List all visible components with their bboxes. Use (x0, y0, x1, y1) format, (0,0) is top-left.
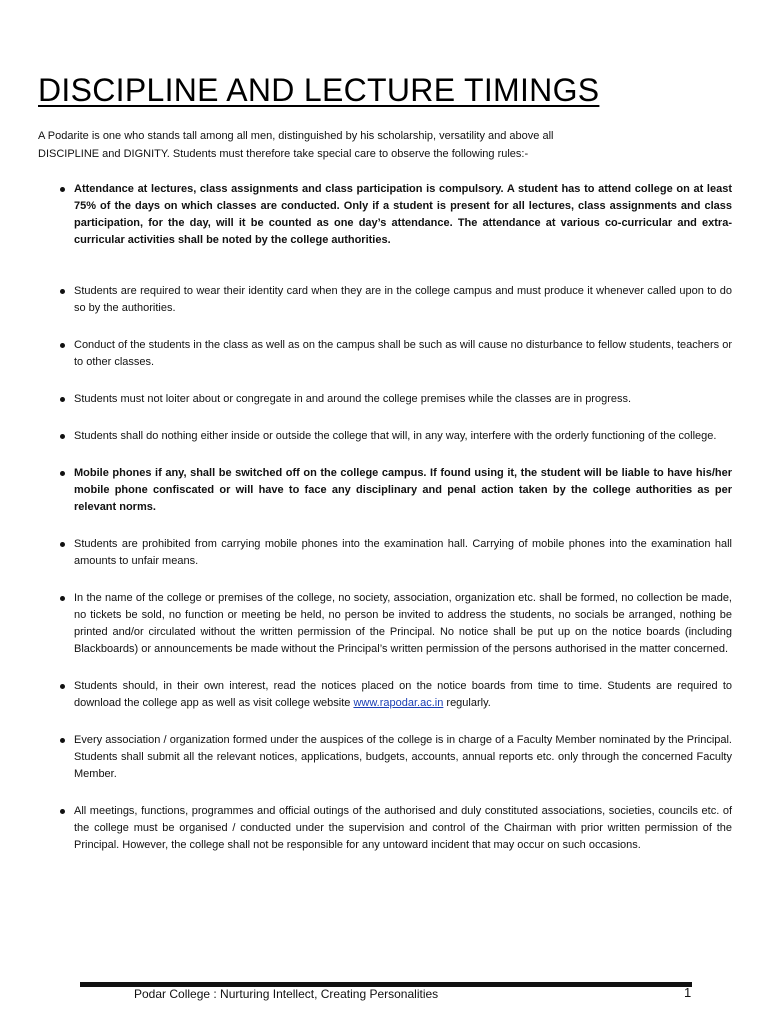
bullet-icon (60, 434, 65, 439)
intro-line: A Podarite is one who stands tall among all men, distinguished by his scholarship, versatility and above all (38, 130, 554, 142)
bullet-icon (60, 471, 65, 476)
rule-associations (38, 732, 732, 783)
rule-text: regularly. (443, 697, 491, 709)
rule-notices (38, 678, 732, 712)
bullet-icon (60, 809, 65, 814)
bullet-icon (60, 596, 65, 601)
bullet-icon (60, 397, 65, 402)
bullet-icon (60, 738, 65, 743)
rule-text: Students are prohibited from carrying mobile phones into the examination hall. Carrying of mobile phones into the examination hall amounts to unfair means. (74, 538, 732, 567)
bullet-icon (60, 343, 65, 348)
rules-list (38, 181, 732, 854)
rule-orderly-functioning (38, 428, 732, 445)
rule-text: Students should, in their own interest, read the notices placed on the notice boards from time to time. Students are required to download the college app as well as visit college website (74, 680, 732, 709)
rule-loitering (38, 391, 732, 408)
page-number: 1 (684, 985, 692, 1000)
bullet-icon (60, 187, 65, 192)
bullet-icon (60, 289, 65, 294)
intro-line: DISCIPLINE and DIGNITY. Students must therefore take special care to observe the following rules:- (38, 148, 529, 160)
rule-permissions (38, 590, 732, 658)
rule-text: In the name of the college or premises of the college, no society, association, organization etc. shall be formed, no collection be made, no tickets be sold, no function or meeting be held, no person be invited to address the students, no socials be arranged, nothing be printed and/or circulated without the written permission of the Principal. No notice shall be put up on the notice boards (including Blackboards) or announcements be made without the Principal’s written permission of the persons authorised in the matter concerned. (74, 592, 732, 655)
rule-text: Every association / organization formed under the auspices of the college is in charge of a Faculty Member nominated by the Principal. Students shall submit all the relevant notices, applications, budgets, accounts, annual reports etc. only through the concerned Faculty Member. (74, 734, 732, 780)
rule-text: Mobile phones if any, shall be switched off on the college campus. If found using it, the student will be liable to have his/her mobile phone confiscated or will have to face any disciplinary and penal action taken by the college authorities as per relevant norms. (74, 467, 732, 513)
rule-meetings (38, 803, 732, 854)
rule-text: Students must not loiter about or congregate in and around the college premises while the classes are in progress. (74, 393, 632, 405)
rule-mobile-phones (38, 465, 732, 516)
rule-text: Conduct of the students in the class as well as on the campus shall be such as will cause no disturbance to fellow students, teachers or to other classes. (74, 339, 732, 368)
intro-paragraph (38, 127, 638, 163)
footer-text: Podar College : Nurturing Intellect, Creating Personalities (134, 987, 439, 1001)
rule-text: Students shall do nothing either inside or outside the college that will, in any way, interfere with the orderly functioning of the college. (74, 430, 717, 442)
rule-examination-hall (38, 536, 732, 570)
rule-text: Attendance at lectures, class assignments and class participation is compulsory. A student has to attend college on at least 75% of the days on which classes are conducted. Only if a student is present for all lectures, class assignments and class participation, for the day, will it be counted as one day’s attendance. The attendance at various co-curricular and extra-curricular activities shall be noted by the college authorities. (74, 183, 732, 246)
bullet-icon (60, 684, 65, 689)
bullet-icon (60, 542, 65, 547)
rule-conduct (38, 337, 732, 371)
rule-identity-card (38, 283, 732, 317)
rule-text: Students are required to wear their identity card when they are in the college campus and must produce it whenever called upon to do so by the authorities. (74, 285, 732, 314)
page-title: DISCIPLINE AND LECTURE TIMINGS (38, 72, 600, 108)
rule-attendance (38, 181, 732, 249)
college-website-link[interactable]: www.rapodar.ac.in (353, 697, 444, 709)
rule-text: All meetings, functions, programmes and official outings of the authorised and duly constituted associations, societies, councils etc. of the college must be organised / conducted under the supervision and control of the Chairman with prior written permission of the Principal. However, the college shall not be responsible for any untoward incident that may occur on such occasions. (74, 805, 732, 851)
